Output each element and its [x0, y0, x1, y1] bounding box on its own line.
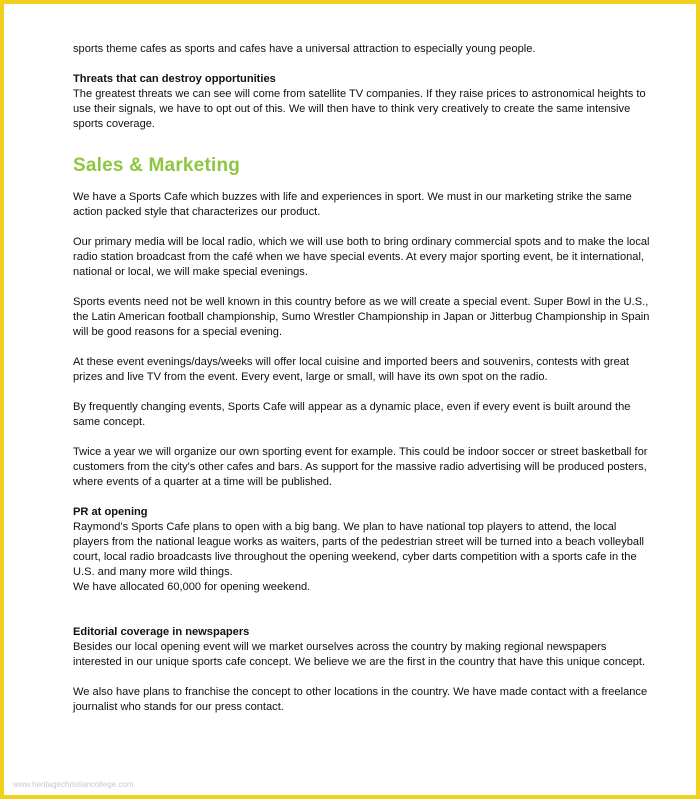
sales-paragraph-6: Twice a year we will organize our own sporting event for example. This could be indoor soccer or street basketball for customers from the city's other cafes and bars. As support for the massive radio advertising will be produced posters, where events of a quarter at a time will be published. [73, 446, 648, 488]
sales-paragraph-5: By frequently changing events, Sports Cafe will appear as a dynamic place, even if every event is built around the same concept. [73, 401, 631, 428]
editorial-heading: Editorial coverage in newspapers [73, 626, 250, 638]
spacer [73, 385, 653, 400]
spacer [73, 490, 653, 505]
sales-paragraph-2: Our primary media will be local radio, which we will use both to bring ordinary commercial spots and to make the local radio station broadcast from the café when we have special events. At every major sporting event, be it international, national or local, we will make special evenings. [73, 236, 650, 278]
spacer [73, 220, 653, 235]
editorial-franchise: We also have plans to franchise the concept to other locations in the country. We have made contact with a freelance journalist who stands for our press contact. [73, 686, 648, 713]
spacer [73, 610, 653, 625]
intro-line: sports theme cafes as sports and cafes have a universal attraction to especially young people. [73, 43, 536, 55]
threats-heading: Threats that can destroy opportunities [73, 73, 276, 85]
sales-paragraph-1: We have a Sports Cafe which buzzes with life and experiences in sport. We must in our marketing strike the same action packed style that characterizes our product. [73, 191, 632, 218]
spacer [73, 670, 653, 685]
pr-heading: PR at opening [73, 506, 148, 518]
spacer [73, 57, 653, 72]
threats-body: The greatest threats we can see will come from satellite TV companies. If they raise prices to astronomical heights to use their signals, we have to opt out of this. We will then have to think very creatively to create the same intensive sports coverage. [73, 88, 646, 130]
document-page [73, 42, 653, 715]
spacer [73, 340, 653, 355]
spacer [73, 280, 653, 295]
pr-body: Raymond's Sports Cafe plans to open with a big bang. We plan to have national top players to attend, the local players from the national league works as waiters, parts of the pedestrian street will be turned into a beach volleyball court, local radio broadcasts live throughout the opening weekend, cyber darts competition with a sports cafe in the U.S. and many more wild things. [73, 521, 645, 578]
editorial-body: Besides our local opening event will we market ourselves across the country by making regional newspapers interested in our unique sports cafe concept. We believe we are the first in the country that have this unique concept. [73, 641, 646, 668]
section-title-sales-marketing: Sales & Marketing [73, 155, 241, 176]
watermark-text: www.heritagechristiancollege.com [13, 780, 134, 789]
spacer [73, 595, 653, 610]
sales-paragraph-3: Sports events need not be well known in this country before as we will create a special event. Super Bowl in the U.S., the Latin American football championship, Sumo Wrestler Championship in Japan or Jitterbug Championship in Spain will be good reasons for a special evening. [73, 296, 650, 338]
sales-paragraph-4: At these event evenings/days/weeks will offer local cuisine and imported beers and souvenirs, contests with great prizes and live TV from the event. Every event, large or small, will have its own spot on the radio. [73, 356, 630, 383]
spacer [73, 430, 653, 445]
pr-allocation: We have allocated 60,000 for opening weekend. [73, 581, 311, 593]
